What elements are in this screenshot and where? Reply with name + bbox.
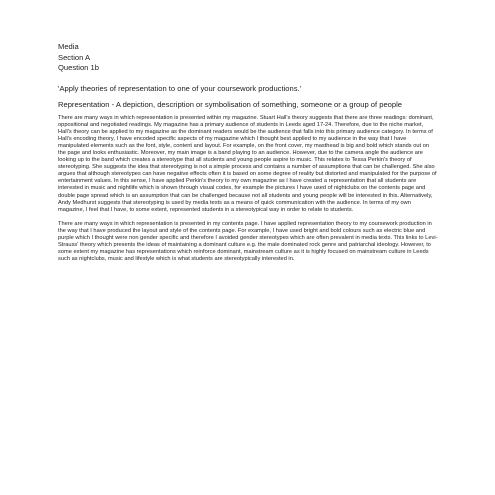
document-page bbox=[58, 42, 438, 263]
essay-prompt: 'Apply theories of representation to one of your coursework productions.' bbox=[58, 83, 302, 93]
definition-text: Representation - A depiction, description or symbolisation of something, someone or a group of people bbox=[58, 99, 403, 109]
subject-heading: Media bbox=[58, 42, 79, 51]
question-heading: Question 1b bbox=[58, 63, 99, 72]
body-paragraph-1: There are many ways in which representation is presented within my magazine. Stuart Hall's theory suggests that there are three readings: dominant, oppositional and negotiated readings. My magazine has a primary audience of students in Leeds aged 17-24. Therefore, due to the niche market, Hall's theory can be applied to my magazine as the dominant readers would be the audience that falls into this primary audience category. In terms of Hall's encoding theory, I have encoded specific aspects of my magazine which I thought best applied to my audience in the way that I have manipulated elements such as the font, style, content and layout. For example, on the front cover, my masthead is big and bold which stands out on the page and looks enthusiastic. Moreover, my main image is a band playing to an audience. However, due to the camera angle the audience are looking up to the band which creates a stereotype that all students and young people aspire to music. This relates to Tessa Perkin's theory of stereotyping. She suggests the idea that stereotyping is not a simple process and contains a number of assumptions that can be challenged. She also argues that although stereotypes can have negative effects often it is based on some degree of reality but distorted and manipulated for the purpose of entertainment values. In this sense, I have applied Perkin's theory to my own magazine as I have created a representation that all students are interested in music and nightlife which is shown through visual codes, for example the pictures I have used of nightclubs on the contents page and double page spread which is an assumption that can be challenged because not all students and young people will be interested in this. Alternatively, Andy Medhurst suggests that stereotyping is used by media texts as a means of quick communication with the audience. In terms of my own magazine, I feel that I have, to some extent, represented students in a stereotypical way in order to relate to students. bbox=[58, 114, 437, 213]
section-heading: Section A bbox=[58, 52, 91, 62]
body-paragraph-2: There are many ways in which representation is presented in my contents page. I have applied representation theory to my coursework production in the way that I have produced the layout and style of the contents page. For example, I have used bright and bold colours such as electric blue and purple which I thought were non gender specific and therefore I avoided gender stereotypes which are often prevalent in media texts. This links to Levi-Strauss' theory which presents the ideas of maintaining a dominant culture e.g. the male dominated rock genre and patriarchal ideology. However, to some extent my magazine has representations which reinforce dominant, mainstream culture as it is highly focused on mainstream culture in Leeds such as nightclubs, music and lifestyle which is what students are stereotypically interested in. bbox=[58, 220, 438, 263]
